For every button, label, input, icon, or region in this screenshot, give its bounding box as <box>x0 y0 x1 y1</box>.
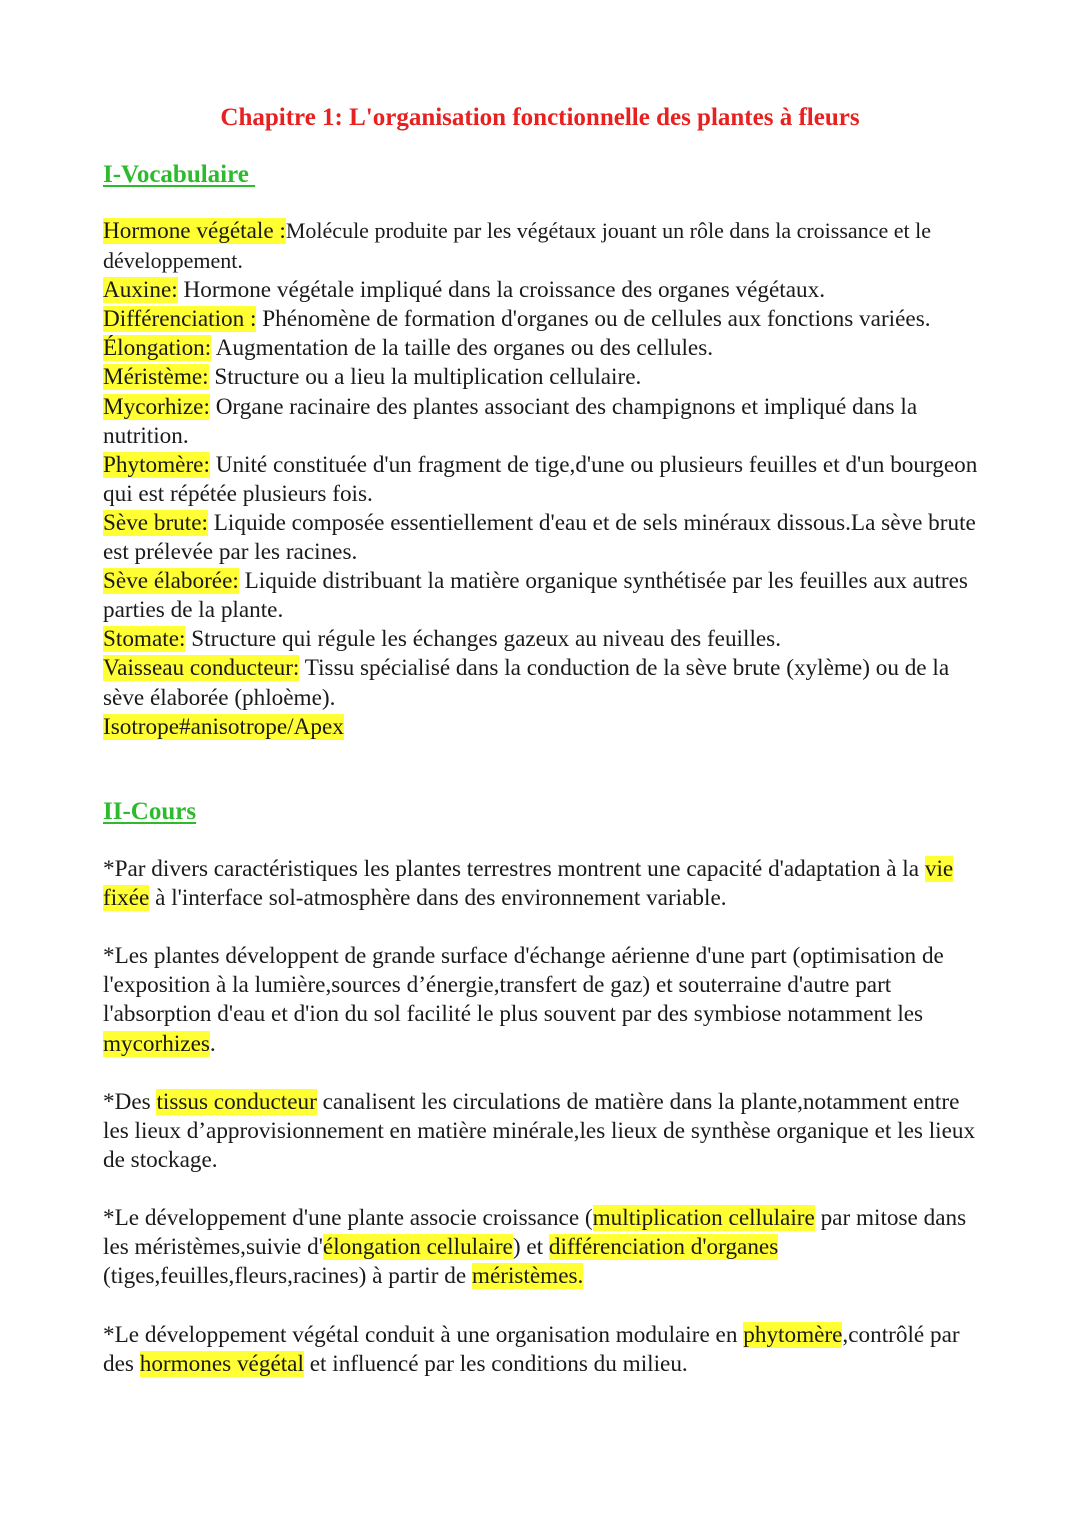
highlight-term: vie fixée <box>103 856 954 912</box>
vocab-definition: Molécule produite par les végétaux jouant un rôle dans la croissance et le développement. <box>103 218 931 274</box>
paragraph-text: *Les plantes développent de grande surface d'échange aérienne d'une part (optimisation de l'exposition à la lumière,sources d’énergie,transfert de gaz) et souterraine d'autre part l'absorption d'eau et d'ion du sol facilité le plus souvent par des symbiose notamment les <box>103 943 944 1028</box>
vocab-entry <box>103 654 983 712</box>
vocab-entry <box>103 334 983 363</box>
paragraph-text: (tiges,feuilles,fleurs,racines) à partir de <box>103 1263 472 1290</box>
vocab-entry <box>103 216 983 276</box>
section-heading-course: II-Cours <box>103 798 197 825</box>
section-heading-vocabulary: I-Vocabulaire <box>103 161 256 188</box>
vocab-definition: Structure qui régule les échanges gazeux au niveau des feuilles. <box>185 626 781 653</box>
paragraph-text: canalisent les circulations de matière dans la plante,notamment entre les lieux d’approvisionnement en matière minérale,les lieux de synthèse organique et les lieux de stockage. <box>103 1088 976 1173</box>
vocab-entry <box>103 509 983 567</box>
vocab-definition: Liquide distribuant la matière organique synthétisée par les feuilles aux autres parties de la plante. <box>103 568 968 624</box>
chapter-title: Chapitre 1: L'organisation fonctionnelle des plantes à fleurs <box>220 104 860 131</box>
vocab-term: Sève élaborée: <box>103 568 239 595</box>
vocab-term: Phytomère: <box>103 451 210 478</box>
vocab-definition: Unité constituée d'un fragment de tige,d'une ou plusieurs feuilles et d'un bourgeon qui est répétée plusieurs fois. <box>103 451 978 507</box>
paragraph-text: *Par divers caractéristiques les plantes terrestres montrent une capacité d'adaptation à la <box>103 856 925 882</box>
vocab-entry <box>103 451 983 509</box>
vocab-entry <box>103 363 983 392</box>
paragraph-text: par mitose dans les méristèmes,suivie d' <box>103 1205 967 1261</box>
course-paragraph <box>103 1204 983 1291</box>
course-paragraph <box>103 855 983 913</box>
highlight-term: mycorhizes <box>103 1030 210 1057</box>
paragraph-text: et influencé par les conditions du milieu. <box>303 1350 688 1377</box>
highlight-term: phytomère <box>743 1321 843 1348</box>
highlight-term: multiplication cellulaire <box>592 1205 815 1232</box>
course-text <box>103 855 983 1408</box>
vocab-definition: Structure ou a lieu la multiplication cellulaire. <box>208 364 642 391</box>
vocab-term: Isotrope#anisotrope/Apex <box>103 713 344 740</box>
vocab-term: Méristème: <box>103 364 209 391</box>
vocab-entry <box>103 625 983 654</box>
vocab-definition: Augmentation de la taille des organes ou des cellules. <box>211 335 714 362</box>
vocab-definition: Phénomène de formation d'organes ou de cellules aux fonctions variées. <box>256 306 931 333</box>
vocab-definition: Hormone végétale impliqué dans la croissance des organes végétaux. <box>177 277 826 304</box>
vocab-definition: Tissu spécialisé dans la conduction de la sève brute (xylème) ou de la sève élaborée (phloème). <box>103 655 950 711</box>
vocab-term: Mycorhize: <box>103 393 210 420</box>
paragraph-text: à l'interface sol-atmosphère dans des environnement variable. <box>149 885 727 912</box>
vocab-term: Différenciation : <box>103 306 257 333</box>
highlight-term: hormones végétal <box>139 1350 304 1377</box>
highlight-term: tissus conducteur <box>156 1088 317 1115</box>
vocab-entry <box>103 305 983 334</box>
vocab-term: Élongation: <box>103 335 212 362</box>
paragraph-text: *Des <box>103 1088 157 1115</box>
vocab-term: Sève brute: <box>103 509 208 536</box>
course-paragraph <box>103 1321 983 1379</box>
vocab-term: Vaisseau conducteur: <box>103 655 300 682</box>
highlight-term: élongation cellulaire <box>322 1234 513 1261</box>
vocab-term: Auxine: <box>103 277 178 304</box>
course-paragraph <box>103 942 983 1058</box>
vocab-entry <box>103 713 983 742</box>
paragraph-text: ,contrôlé par des <box>103 1321 960 1377</box>
vocab-definition: Liquide composée essentiellement d'eau et de sels minéraux dissous.La sève brute est prélevée par les racines. <box>103 509 976 566</box>
vocabulary-list <box>103 216 983 742</box>
vocab-entry <box>103 393 983 451</box>
course-paragraph <box>103 1088 983 1175</box>
vocab-entry <box>103 276 983 305</box>
vocab-term: Stomate: <box>103 626 186 653</box>
highlight-term: différenciation d'organes <box>548 1234 779 1261</box>
paragraph-text: ) et <box>512 1234 549 1261</box>
paragraph-text: *Le développement d'une plante associe croissance ( <box>103 1205 593 1232</box>
paragraph-text: . <box>209 1030 216 1057</box>
highlight-term: méristèmes. <box>471 1263 584 1290</box>
vocab-term: Hormone végétale : <box>103 218 286 244</box>
paragraph-text: *Le développement végétal conduit à une organisation modulaire en <box>103 1321 744 1348</box>
vocab-entry <box>103 567 983 625</box>
vocab-definition: Organe racinaire des plantes associant des champignons et impliqué dans la nutrition. <box>103 393 918 449</box>
